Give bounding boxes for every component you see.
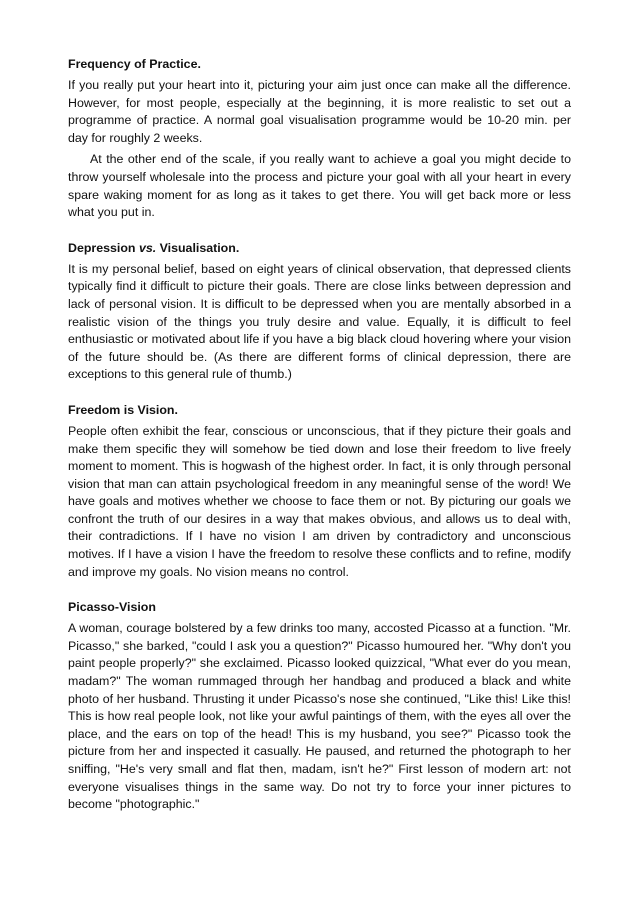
document-page: [68, 56, 571, 832]
section-heading: Freedom is Vision.: [68, 402, 178, 417]
paragraph: People often exhibit the fear, conscious or unconscious, that if they picture their goals and make them specific they will somehow be tied down and lose their freedom to live freely moment to moment. This is hogwash of the highest order. In fact, it is only through personal vision that man can attain psychological freedom in any meaningful sense of the word! We have goals and motives whether we choose to face them or not. By picturing our goals we confront the truth of our desires in a way that makes obvious, and allows us to deal with, their contradictions. If I have no vision I am driven by contradictory and unconscious motives. If I have a vision I have the freedom to resolve these conflicts and to refine, modify and improve my goals. No vision means no control.: [68, 423, 571, 579]
section-heading: Picasso-Vision: [68, 600, 156, 615]
paragraph: If you really put your heart into it, picturing your aim just once can make all the difference. However, for most people, especially at the beginning, it is more realistic to set out a programme of practice. A normal goal visualisation programme would be 10-20 min. per day for roughly 2 weeks.: [68, 78, 571, 145]
paragraph: A woman, courage bolstered by a few drinks too many, accosted Picasso at a function. "Mr. Picasso," she barked, "could I ask you a question?" Picasso humoured her. "Why don't you paint people properly?" she exclaimed. Picasso looked quizzical, "What ever do you mean, madam?" The woman rummaged through her handbag and produced a black and white photo of her husband. Thrusting it under Picasso's nose she continued, "Like this! Like this! This is how real people look, not like your awful paintings of them, with the eyes all over the place, and the ears on top of the head! This is my husband, you see?" Picasso took the picture from her and inspected it casually. He paused, and returned the photograph to her sniffing, "He's very small and flat then, madam, isn't he?" First lesson of modern art: not everyone visualises things in the same way. Do not try to force your inner pictures to become "photographic.": [68, 621, 571, 812]
heading-emphasis: vs.: [138, 240, 157, 255]
paragraph: It is my personal belief, based on eight years of clinical observation, that depressed clients typically find it difficult to picture their goals. There are close links between depression and lack of personal vision. It is difficult to be depressed when you are mentally absorbed in a realistic vision of the things you truly desire and value. Equally, it is difficult to feel enthusiastic or motivated about life if you have a big black cloud hovering where your vision of the future should be. (As there are different forms of clinical depression, there are exceptions to this general rule of thumb.): [68, 261, 571, 382]
section-depression-vs-visualisation: [68, 240, 571, 384]
heading-text: Visualisation.: [156, 240, 240, 255]
heading-text: Depression: [68, 240, 139, 255]
section-heading: [68, 240, 571, 257]
paragraph: At the other end of the scale, if you really want to achieve a goal you might decide to throw yourself wholesale into the process and picture your goal with all your heart in every spare waking moment for as long as it takes to get there. You will get back more or less what you put in.: [68, 152, 571, 220]
section-picasso-vision: [68, 599, 571, 814]
section-heading: Frequency of Practice.: [68, 57, 201, 71]
section-frequency-of-practice: [68, 56, 571, 222]
section-freedom-is-vision: [68, 402, 571, 581]
